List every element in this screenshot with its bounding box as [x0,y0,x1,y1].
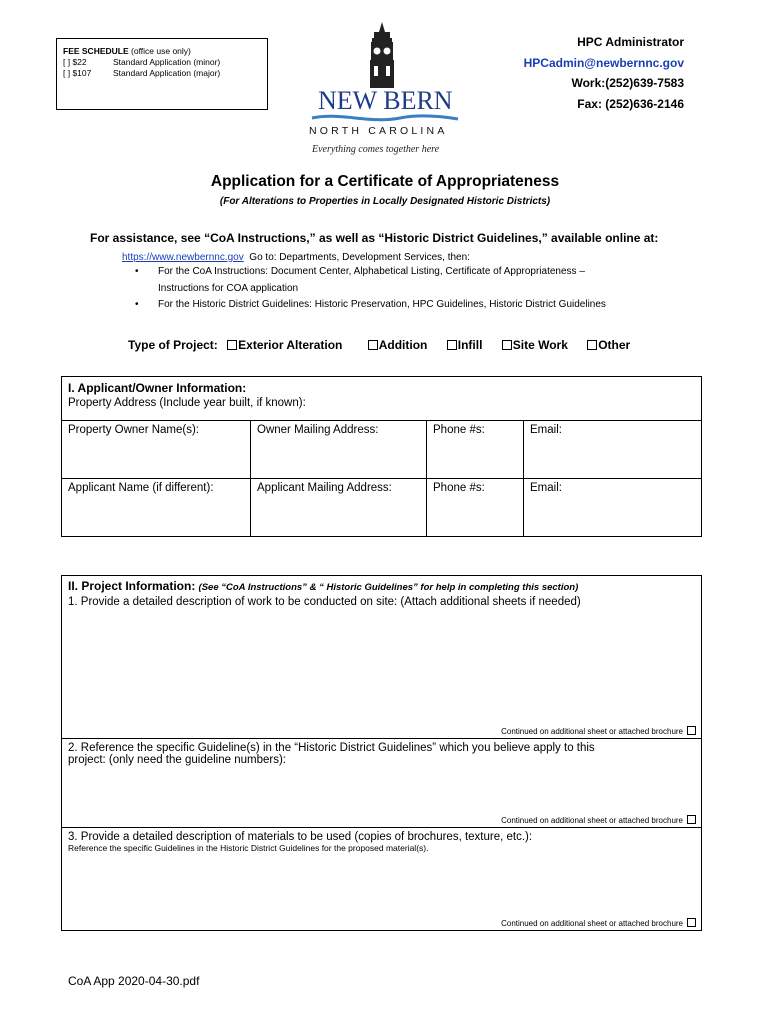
bullet-text: For the Historic District Guidelines: Historic Preservation, HPC Guidelines, Historic District Guidelines [158,299,606,310]
fee-schedule-title: FEE SCHEDULE [63,46,129,56]
bullet-item [120,297,680,314]
contact-work-phone: Work:(252)639-7583 [571,76,684,90]
continued-text: Continued on additional sheet or attached brochure [501,816,683,825]
page-subtitle: (For Alterations to Properties in Locally Designated Historic Districts) [219,196,551,207]
q3-sublabel: Reference the specific Guidelines in the Historic District Guidelines for the proposed material(s). [68,843,429,853]
bullet-text-cont: Instructions for COA application [158,282,299,294]
property-address-field[interactable]: Property Address (Include year built, if known): [68,397,306,409]
q3-label: 3. Provide a detailed description of materials to be used (copies of brochures, texture, etc.): [68,831,533,843]
footer-filename: CoA App 2020-04-30.pdf [68,974,200,988]
applicant-name-field[interactable]: Applicant Name (if different): [62,479,251,537]
assistance-text: For assistance, see “CoA Instructions,” as well as “Historic District Guidelines,” available online at: [90,231,659,245]
option-label: Exterior Alteration [238,338,343,352]
website-link[interactable]: https://www.newbernnc.gov [122,252,244,263]
q1-cell[interactable] [62,576,702,739]
continued-note [501,726,697,736]
checkbox[interactable] [447,340,457,350]
continued-checkbox[interactable] [687,726,696,735]
url-instructions: Go to: Departments, Development Services, then: [249,252,470,263]
fee-amount[interactable]: [ ] $22 [63,57,87,67]
contact-block [524,32,684,114]
q1-label: 1. Provide a detailed description of work to be conducted on site: (Attach additional sheets if needed) [68,596,581,608]
fee-row [63,57,267,68]
logo-brand-text: NEW BERN [318,86,453,115]
wave-icon [310,112,460,124]
option-label: Infill [457,338,483,352]
owner-name-field[interactable]: Property Owner Name(s): [62,421,251,479]
checkbox[interactable] [587,340,597,350]
contact-title: HPC Administrator [577,35,684,49]
logo-state-text: NORTH CAROLINA [309,125,448,137]
project-type-row [128,338,630,352]
fee-amount[interactable]: [ ] $107 [63,68,92,78]
continued-checkbox[interactable] [687,918,696,927]
option-other[interactable] [587,338,630,352]
instruction-bullets [120,264,680,314]
option-label: Other [598,338,631,352]
q2-label-cont: project: (only need the guideline numbers): [68,754,286,766]
option-label: Site Work [512,338,568,352]
project-info-section [61,575,702,931]
applicant-phone-field[interactable]: Phone #s: [427,479,524,537]
option-addition[interactable] [368,338,428,352]
option-label: Addition [378,338,428,352]
applicant-email-field[interactable]: Email: [524,479,702,537]
continued-note [501,815,697,825]
continued-text: Continued on additional sheet or attached brochure [501,727,683,736]
option-infill[interactable] [447,338,483,352]
logo-tagline: Everything comes together here [312,144,440,155]
section2-heading: II. Project Information: [68,579,196,593]
option-exterior-alteration[interactable] [227,338,342,352]
q2-cell[interactable] [62,739,702,828]
contact-fax: Fax: (252)636-2146 [577,96,684,111]
applicant-owner-section [61,376,702,537]
fee-desc: Standard Application (major) [113,68,221,78]
applicant-address-field[interactable]: Applicant Mailing Address: [251,479,427,537]
section1-heading: I. Applicant/Owner Information: [68,381,247,395]
page-title: Application for a Certificate of Appropriateness [210,173,560,190]
continued-checkbox[interactable] [687,815,696,824]
fee-schedule-box [56,38,268,110]
section1-header-cell [62,377,702,421]
url-line [122,252,470,263]
fee-row [63,68,267,79]
new-bern-logo [300,22,470,162]
bullet-text: For the CoA Instructions: Document Center, Alphabetical Listing, Certificate of Appropriateness – [158,266,585,277]
project-type-label: Type of Project: [128,338,218,352]
bullet-item [120,264,680,297]
clock-tower-icon [352,22,412,88]
checkbox[interactable] [368,340,378,350]
q2-label: 2. Reference the specific Guideline(s) in the “Historic District Guidelines” which you believe apply to this [68,742,595,754]
checkbox[interactable] [502,340,512,350]
fee-desc: Standard Application (minor) [113,57,221,67]
fee-schedule-note: (office use only) [128,46,191,56]
checkbox[interactable] [227,340,237,350]
q3-cell[interactable] [62,828,702,931]
owner-phone-field[interactable]: Phone #s: [427,421,524,479]
contact-email-link[interactable]: HPCadmin@newbernnc.gov [523,55,684,70]
owner-email-field[interactable]: Email: [524,421,702,479]
owner-address-field[interactable]: Owner Mailing Address: [251,421,427,479]
continued-text: Continued on additional sheet or attached brochure [501,919,683,928]
option-site-work[interactable] [502,338,568,352]
continued-note [501,918,697,928]
section2-heading-note: (See “CoA Instructions” & “ Historic Guidelines” for help in completing this section) [198,582,579,593]
